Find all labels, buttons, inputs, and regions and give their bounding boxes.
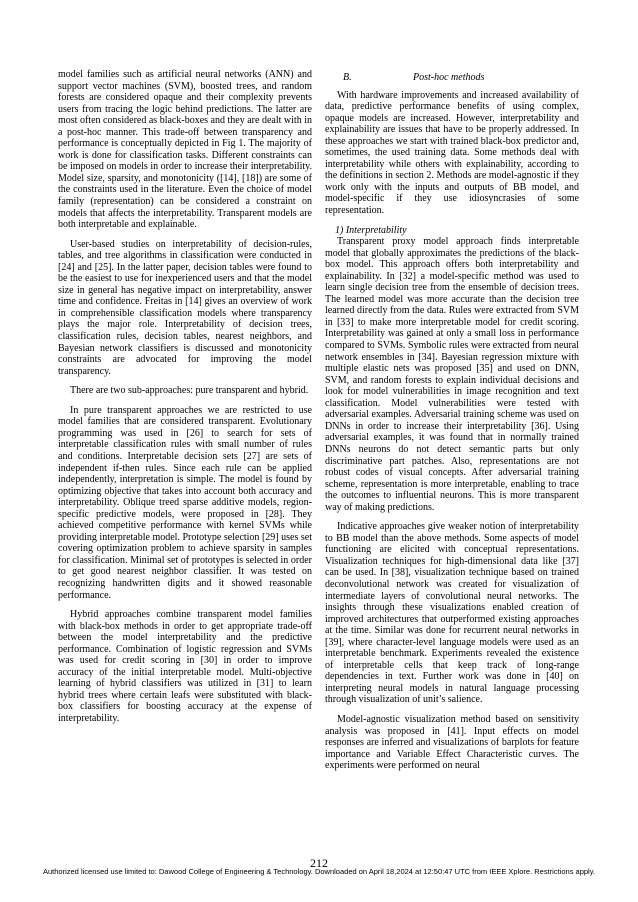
body-paragraph: Model-agnostic visualization method based on sensitivity analysis was proposed in [41]. Input effects on model responses are inferred and visualizations of barplots for feature importance and Variable Effect Characteristic curves. The experiments were performed on neural xyxy=(325,713,579,772)
section-heading xyxy=(325,72,579,84)
right-column xyxy=(325,69,579,780)
section-letter: B. xyxy=(343,72,352,83)
body-paragraph: There are two sub-approaches: pure transparent and hybrid. xyxy=(70,385,309,397)
body-paragraph: model families such as artificial neural networks (ANN) and support vector machines (SVM), boosted trees, and random forests are considered opaque and their complexity prevents users from tracing the logic behind predictions. The latter are most often considered as black-boxes and they are dealt with in a post-hoc manner. This trade-off between transparency and performance is conceptually depicted in Fig 1. The majority of work is done for classification tasks. Different constraints can be imposed on models in order to increase their interpretability. Model size, sparsity, and monotonicity ([14], [18]) are some of the constraints used in the literature. Even the choice of model family (representation) can be considered a constraint on models that affects the interpretability. Transparent models are both interpretable and explainable. xyxy=(58,69,312,231)
body-paragraph: User-based studies on interpretability of decision-rules, tables, and tree algorithms in classification were conducted in [24] and [25]. In the latter paper, decision tables were found to be the easiest to use for inexperienced users and that the model size in general has negative impact on interpretability, answer time and confidence. Freitas in [14] gives an overview of work in comprehensible classification models where transparency plays the major role. Interpretability of decision trees, classification rules, decision tables, nearest neighbors, and Bayesian network classifiers is discussed and monotonicity constraints are advocated for improving the model transparency. xyxy=(58,238,312,377)
body-paragraph: Indicative approaches give weaker notion of interpretability to BB model than the above methods. Some aspects of model functioning are elicited with conceptual representations. Visualization techniques for high-dimensional data like [37] can be used. In [38], visualization technique based on trained deconvolutional network was created for visualization of intermediate layers of convolutional neural networks. The insights through these visualizations enabled creation of improved architectures that outperformed existing approaches at the time. Similar was done for recurrent neural networks in [39], where character-level language models were used as an interpretable benchmark. Experiments revealed the existence of interpretable cells that keep track of long-range dependencies in text. Further work was done in [40] on interpreting neural models in natural language processing through visualization of unit’s salience. xyxy=(325,521,579,706)
body-paragraph: Hybrid approaches combine transparent model families with black-box methods in order to get appropriate trade-off between the model interpretability and the predictive performance. Combination of logistic regression and SVMs was used for credit scoring in [30] in order to improve accuracy of the initial interpretable model. Multi-objective learning of hybrid classifiers was utilized in [31] to learn hybrid trees where certain leafs were substituted with black-box classifiers for boosting accuracy at the expense of interpretability. xyxy=(58,609,312,724)
left-column xyxy=(58,69,312,733)
subsection-heading: 1) Interpretability xyxy=(335,224,407,236)
page-number: 212 xyxy=(310,856,328,870)
body-paragraph: In pure transparent approaches we are restricted to use model families that are considered transparent. Evolutionary programming was used in [26] to search for sets of interpretable classification rules with small number of rules and conditions. Interpretable decision sets [27] are sets of independent if-then rules. Since each rule can be applied independently, interpretation is simple. The model is found by optimizing objective that takes into account both accuracy and interpretability. Oblique treed sparse additive models, region-specific predictive models, were proposed in [28]. They achieved competitive performance with kernel SVMs while providing interpretable model. Prototype selection [29] uses set covering optimization problem to achieve sparsity in samples for classification. Minimal set of prototypes is selected in order to get good nearest neighbor classifier. It was tested on recognizing handwritten digits and it showed reasonable performance. xyxy=(58,404,312,601)
body-paragraph: Transparent proxy model approach finds interpretable model that globally approximates the predictions of the black-box model. This approach offers both interpretability and explainability. In [32] a model-specific method was used to learn single decision tree from the ensemble of decision trees. The learned model was more accurate than the decision tree learned directly from the data. Rules were extracted from SVM in [33] to make more interpretable model for credit scoring. Interpretability was gained at only a small loss in performance compared to SVMs. Symbolic rules were extracted from neural network ensembles in [34]. Bayesian regression mixture with multiple elastic nets was proposed [35] and used on DNN, SVM, and random forests to explain individual decisions and look for model vulnerabilities in image recognition and text classification. Model vulnerabilities were tested with adversarial examples. Adversarial training scheme was used on DNNs in order to increase their interpretability [36]. Using adversarial examples, it was found that in normally trained DNNs neurons do not detect semantic parts but only discriminative part patches. Also, representations are not robust codes of visual concepts. After adversarial training scheme, representation is more interpretable, enabling to trace the outcomes to influential neurons. This is more transparent way of making predictions. xyxy=(325,236,579,513)
section-title: Post-hoc methods xyxy=(413,72,485,83)
body-paragraph: With hardware improvements and increased availability of data, predictive performance benefits of using complex, opaque models are increased. However, interpretability and explainability are issues that have to be properly addressed. In these approaches we start with trained black-box predictor and, sometimes, the used training data. Some methods deal with interpretability while others with explainability, according to the definitions in section 2. Methods are model-agnostic if they work only with the inputs and outputs of BB model, and model-specific if they use idiosyncrasies of some representation. xyxy=(325,89,579,217)
license-footer: Authorized licensed use limited to: Dawood College of Engineering & Technology. Downloaded on April 18,2024 at 12:50:47 UTC from IEEE Xplore. Restrictions apply. xyxy=(43,867,595,876)
